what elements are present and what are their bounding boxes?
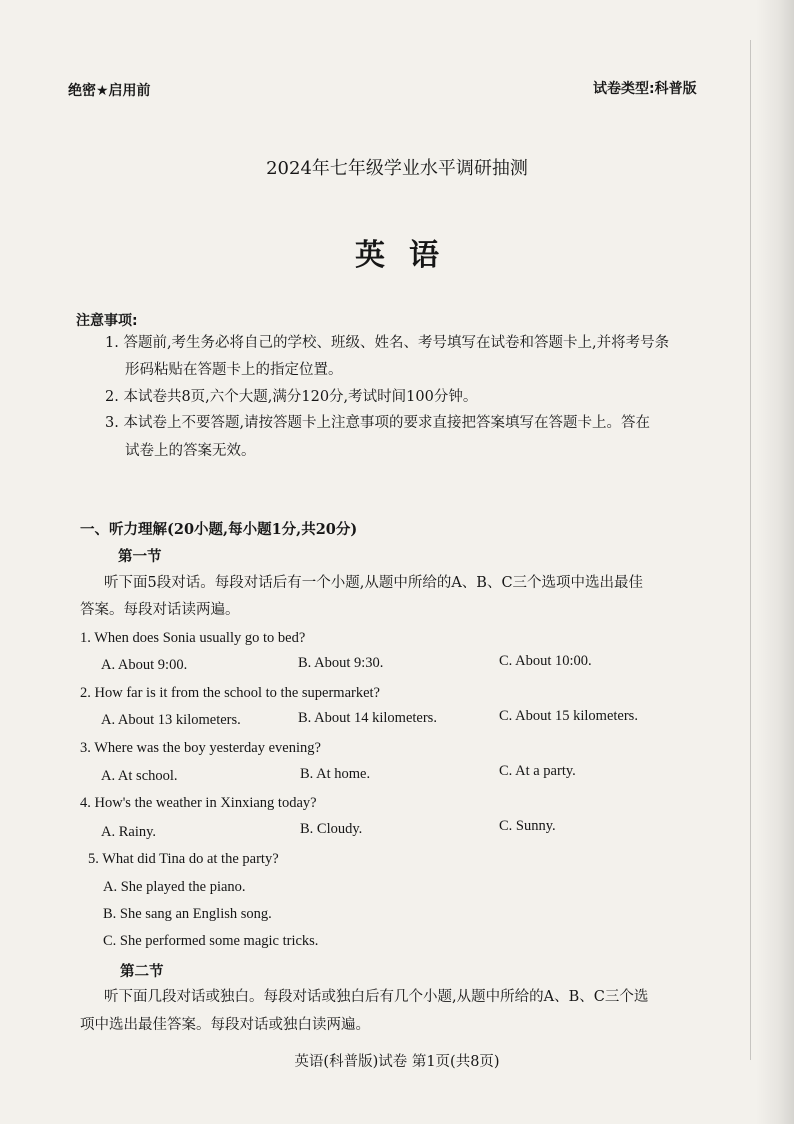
question-text: 4. How's the weather in Xinxiang today? xyxy=(80,795,317,811)
part-title: 第二节 xyxy=(120,963,164,980)
option-a: A. She played the piano. xyxy=(103,879,246,895)
option-b: B. Cloudy. xyxy=(300,821,363,837)
option-c: C. At a party. xyxy=(499,763,576,779)
paper-type-label: 试卷类型:科普版 xyxy=(593,81,697,97)
page-footer: 英语(科普版)试卷 第1页(共8页) xyxy=(294,1054,500,1070)
option-a: A. About 9:00. xyxy=(101,657,188,673)
question-text: 5. What did Tina do at the party? xyxy=(88,851,279,867)
option-c: C. She performed some magic tricks. xyxy=(103,933,319,949)
option-b: B. She sang an English song. xyxy=(103,906,272,922)
notice-item: 1. 答题前,考生务必将自己的学校、班级、姓名、考号填写在试卷和答题卡上,并将考号条 xyxy=(105,335,670,351)
option-b: B. About 14 kilometers. xyxy=(298,710,437,726)
option-a: A. At school. xyxy=(101,768,178,784)
part-instructions: 听下面几段对话或独白。每段对话或独白后有几个小题,从题中所给的A、B、C三个选 xyxy=(104,989,649,1005)
question-text: 3. Where was the boy yesterday evening? xyxy=(80,740,321,756)
part-title: 第一节 xyxy=(118,548,162,565)
notice-item: 2. 本试卷共8页,六个大题,满分120分,考试时间100分钟。 xyxy=(105,389,478,405)
option-a: A. About 13 kilometers. xyxy=(101,712,241,728)
notice-item: 试卷上的答案无效。 xyxy=(125,443,256,459)
part-instructions: 项中选出最佳答案。每段对话或独白读两遍。 xyxy=(80,1017,370,1033)
option-b: B. At home. xyxy=(300,766,371,782)
option-b: B. About 9:30. xyxy=(298,655,384,671)
subject-title: 英语 xyxy=(355,238,463,273)
part-instructions: 听下面5段对话。每段对话后有一个小题,从题中所给的A、B、C三个选项中选出最佳 xyxy=(104,575,644,591)
part-instructions: 答案。每段对话读两遍。 xyxy=(80,602,240,618)
notice-item: 3. 本试卷上不要答题,请按答题卡上注意事项的要求直接把答案填写在答题卡上。答在 xyxy=(105,415,651,431)
option-c: C. Sunny. xyxy=(499,818,556,834)
notice-title: 注意事项: xyxy=(76,313,138,329)
section-title: 一、听力理解(20小题,每小题1分,共20分) xyxy=(80,521,358,538)
notice-item: 形码粘贴在答题卡上的指定位置。 xyxy=(125,362,343,378)
question-text: 1. When does Sonia usually go to bed? xyxy=(80,630,306,646)
confidential-label: 绝密★启用前 xyxy=(68,83,151,99)
question-text: 2. How far is it from the school to the supermarket? xyxy=(80,685,380,701)
exam-title: 2024年七年级学业水平调研抽测 xyxy=(266,158,528,179)
option-c: C. About 10:00. xyxy=(499,653,592,669)
option-c: C. About 15 kilometers. xyxy=(499,708,638,724)
option-a: A. Rainy. xyxy=(101,824,157,840)
binding-line xyxy=(750,40,751,1060)
